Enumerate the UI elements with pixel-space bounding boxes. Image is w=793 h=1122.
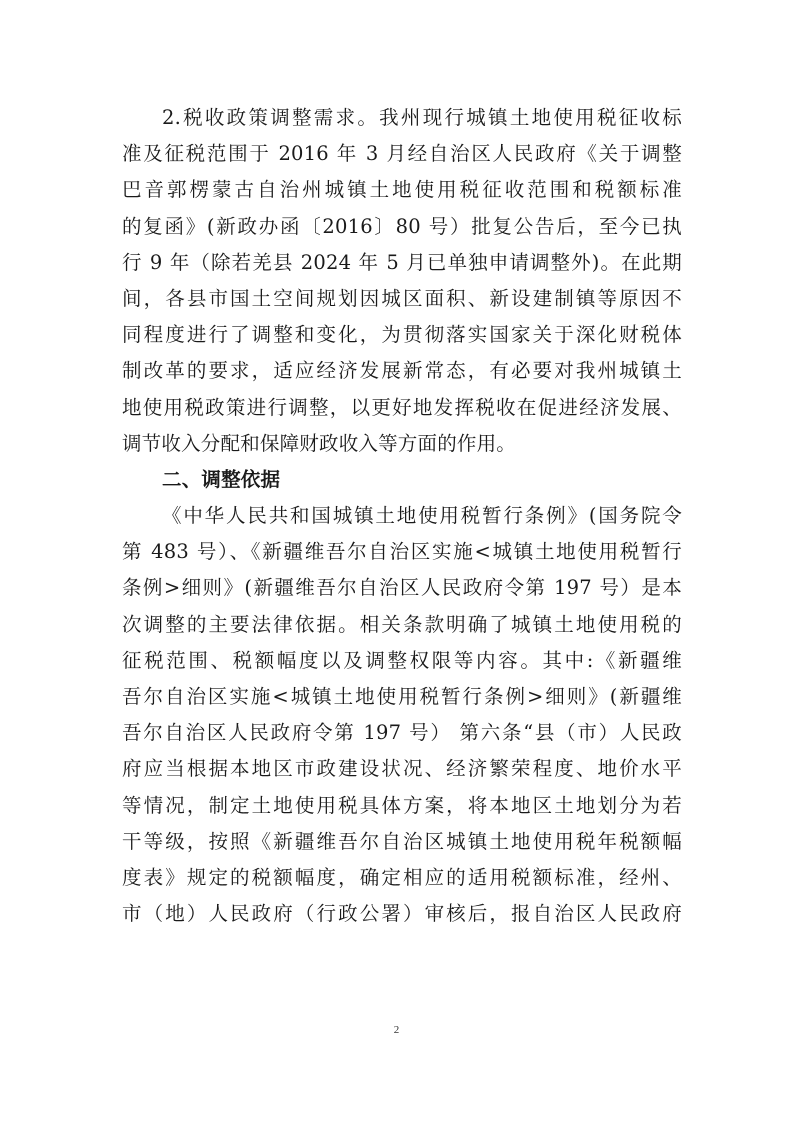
paragraph-line: 地使用税政策进行调整，以更好地发挥税收在促进经济发展、 <box>122 395 682 419</box>
paragraph-line: 干等级，按照《新疆维吾尔自治区城镇土地使用税年税额幅 <box>122 829 682 853</box>
paragraph-line: 制改革的要求，适应经济发展新常态，有必要对我州城镇土 <box>122 359 682 383</box>
paragraph-line: 征税范围、税额幅度以及调整权限等内容。其中:《新疆维 <box>122 648 682 672</box>
paragraph-line: 的复函》(新政办函〔2016〕80 号）批复公告后，至今已执 <box>122 214 682 238</box>
paragraph-line: 调节收入分配和保障财政收入等方面的作用。 <box>122 431 517 455</box>
page-number: 2 <box>393 1024 400 1036</box>
paragraph-line: 府应当根据本地区市政建设状况、经济繁荣程度、地价水平 <box>122 757 682 781</box>
paragraph-line: 吾尔自治区实施<城镇土地使用税暂行条例>细则》(新疆维 <box>122 685 682 708</box>
paragraph-line: 市（地）人民政府（行政公署）审核后，报自治区人民政府 <box>122 902 682 926</box>
paragraph-line: 准及征税范围于 2016 年 3 月经自治区人民政府《关于调整 <box>122 142 682 166</box>
paragraph-line: 第 483 号）、《新疆维吾尔自治区实施<城镇土地使用税暂行 <box>122 540 682 564</box>
section-heading: 二、调整依据 <box>162 467 281 491</box>
paragraph-line: 度表》规定的税额幅度，确定相应的适用税额标准，经州、 <box>122 865 682 889</box>
paragraph-line: 等情况，制定土地使用税具体方案，将本地区土地划分为若 <box>122 793 682 817</box>
paragraph-line: 行 9 年（除若羌县 2024 年 5 月已单独申请调整外)。在此期 <box>122 250 682 274</box>
paragraph-line: 《中华人民共和国城镇土地使用税暂行条例》(国务院令 <box>162 504 682 528</box>
paragraph-line: 2.税收政策调整需求。我州现行城镇土地使用税征收标 <box>162 106 682 129</box>
paragraph-line: 次调整的主要法律依据。相关条款明确了城镇土地使用税的 <box>122 612 682 636</box>
paragraph-line: 同程度进行了调整和变化，为贯彻落实国家关于深化财税体 <box>122 323 682 347</box>
paragraph-line: 巴音郭楞蒙古自治州城镇土地使用税征收范围和税额标准 <box>122 178 682 202</box>
paragraph-line: 条例>细则》(新疆维吾尔自治区人民政府令第 197 号）是本 <box>122 576 682 600</box>
paragraph-line: 间，各县市国土空间规划因城区面积、新设建制镇等原因不 <box>122 286 682 310</box>
paragraph-line: 吾尔自治区人民政府令第 197 号） 第六条“县（市）人民政 <box>122 721 682 745</box>
document-body <box>122 100 682 932</box>
